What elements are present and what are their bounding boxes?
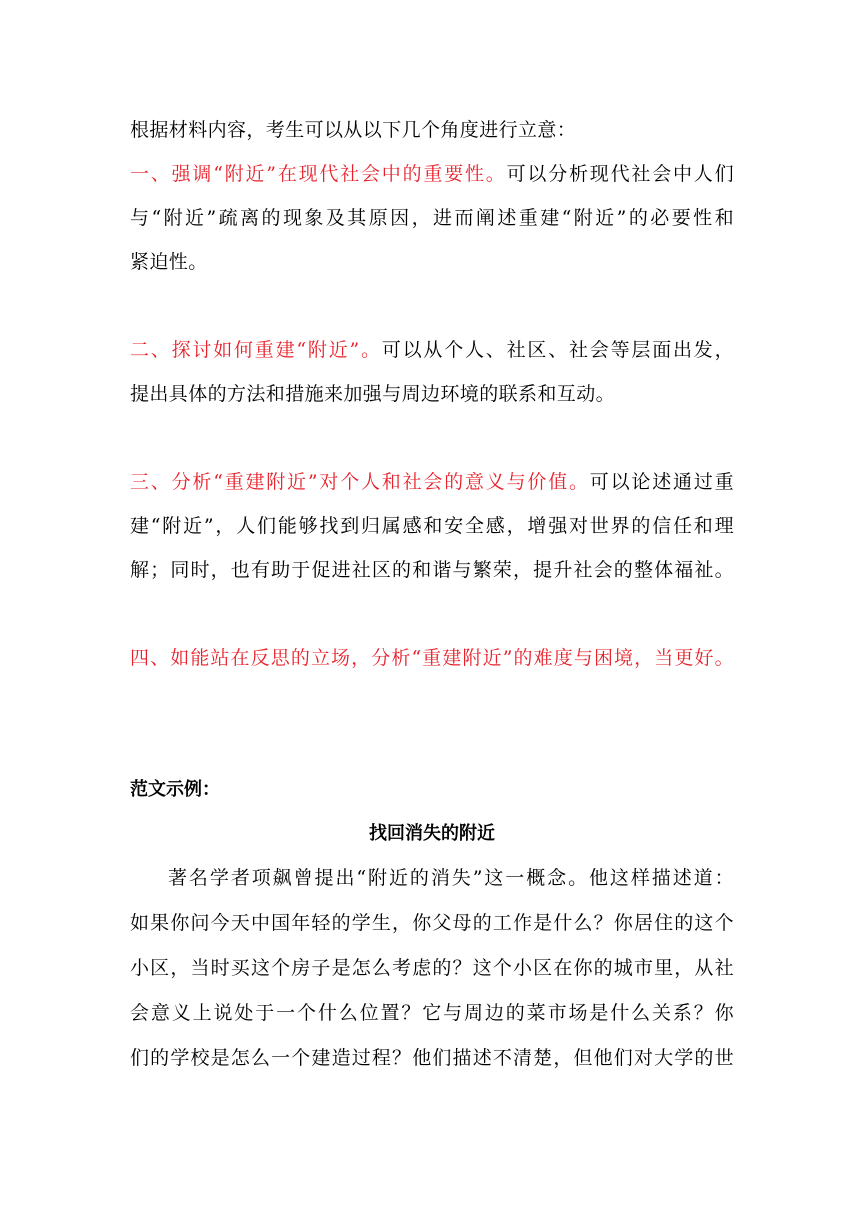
essay-title: 找回消失的附近 [369,823,495,844]
essay-line-3: 小区，当时买这个房子是怎么考虑的？这个小区在你的城市里，从社 [130,957,734,979]
point-1-text-3: 紧迫性。 [130,251,208,273]
point-2-line-1 [130,328,734,372]
point-3-text-1: 可以论述通过重 [589,471,734,493]
point-2-heading: 二、探讨如何重建“附近”。 [130,339,382,361]
point-3-line-1 [130,460,734,504]
essay-line-1: 著名学者项飙曾提出“附近的消失”这一概念。他这样描述道： [168,867,734,889]
point-4-heading: 四、如能站在反思的立场，分析“重建附近”的难度与困境，当更好。 [130,647,734,669]
intro-text: 根据材料内容，考生可以从以下几个角度进行立意： [130,119,577,141]
point-2-text-2: 提出具体的方法和措施来加强与周边环境的联系和互动。 [130,383,616,405]
point-3-text-3: 解；同时，也有助于促进社区的和谐与繁荣，提升社会的整体福祉。 [130,559,734,581]
essay-body [130,856,734,1081]
essay-line-2: 如果你问今天中国年轻的学生，你父母的工作是什么？你居住的这个 [130,912,734,934]
sample-label: 范文示例： [130,779,220,800]
spacer [130,680,734,768]
point-4 [130,636,734,680]
document-page [130,108,734,1081]
essay-line-5: 们的学校是怎么一个建造过程？他们描述不清楚，但他们对大学的世 [130,1047,734,1069]
point-1-heading: 一、强调“附近”在现代社会中的重要性。 [130,163,507,185]
point-3-text-2: 建“附近”，人们能够找到归属感和安全感，增强对世界的信任和理 [130,515,734,537]
point-2 [130,328,734,416]
essay-line-4: 会意义上说处于一个什么位置？它与周边的菜市场是什么关系？你 [130,1002,734,1024]
point-3-heading: 三、分析“重建附近”对个人和社会的意义与价值。 [130,471,590,493]
point-1-text-2: 与“附近”疏离的现象及其原因，进而阐述重建“附近”的必要性和 [130,207,734,229]
point-1-line-1 [130,152,734,196]
point-1 [130,152,734,284]
point-2-text-1: 可以从个人、社区、社会等层面出发， [381,339,734,361]
point-3 [130,460,734,592]
point-1-text-1: 可以分析现代社会中人们 [506,163,734,185]
